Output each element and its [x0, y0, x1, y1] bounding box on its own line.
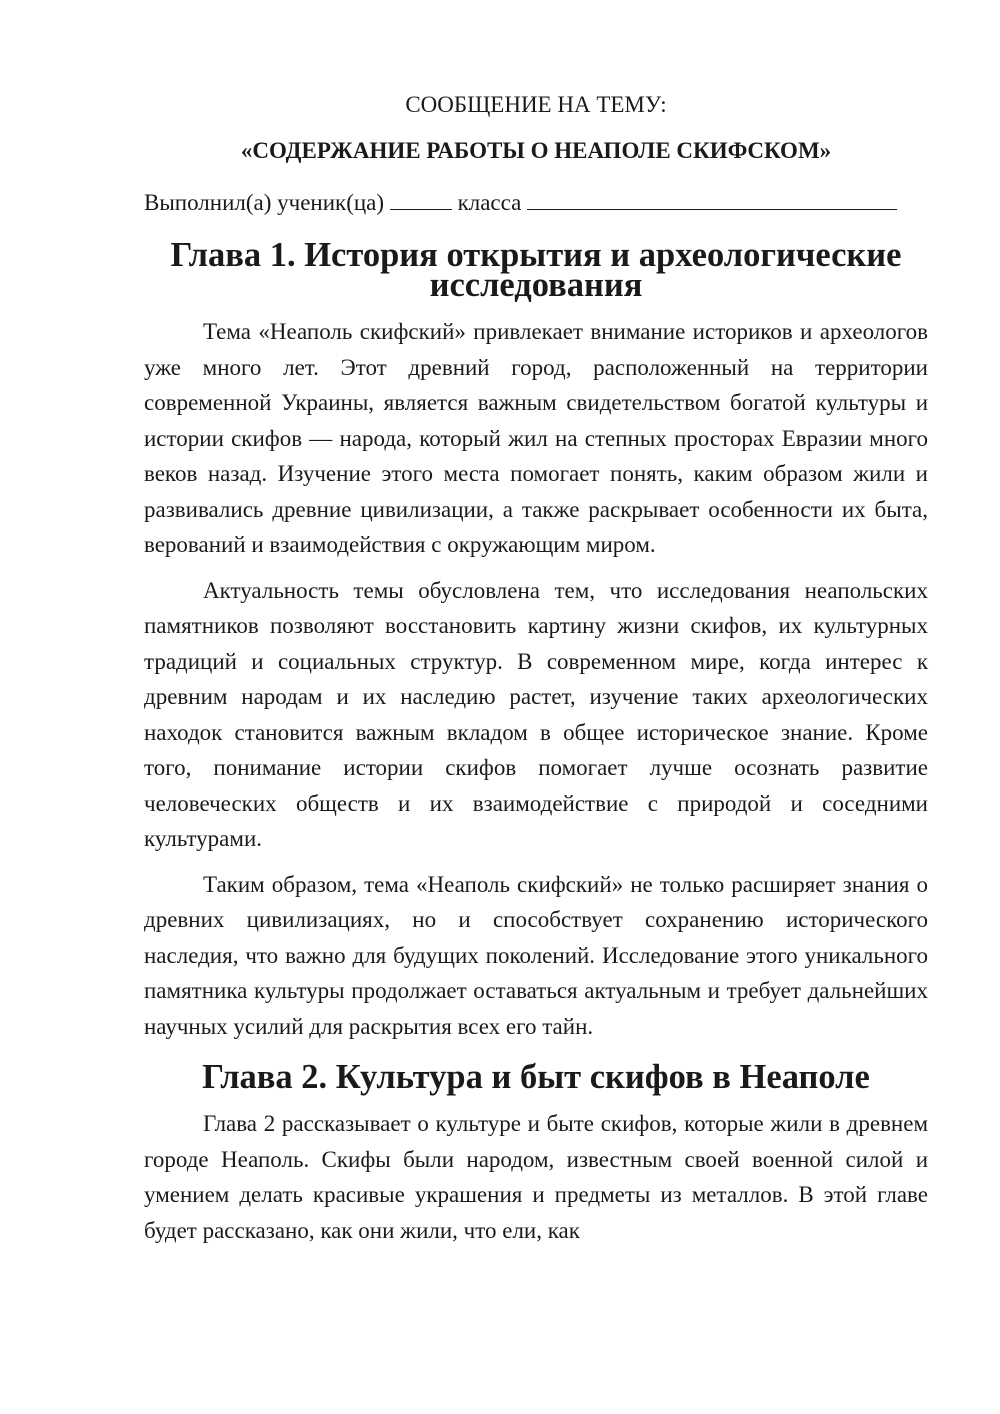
- chapter-1-paragraph-2: Актуальность темы обусловлена тем, что исследования неапольских памятников позволяют восстановить картину жизни скифов, их культурных традиций и социальных структур. В современном мире, когда интерес к древним народам и их наследию растет, изучение таких археологических находок становится важным вкладом в общее историческое знание. Кроме того, понимание истории скифов помогает лучше осознать развитие человеческих обществ и их взаимодействие с природой и соседними культурами.: [144, 577, 928, 851]
- author-line: [144, 188, 928, 218]
- document-title-line-1: СООБЩЕНИЕ НА ТЕМУ:: [405, 92, 667, 117]
- document-title-line-2: «СОДЕРЖАНИЕ РАБОТЫ О НЕАПОЛЕ СКИФСКОМ»: [240, 138, 832, 163]
- author-prefix: Выполнил(а) ученик(ца): [144, 190, 385, 215]
- author-middle: класса: [457, 190, 522, 215]
- page-content: [144, 90, 928, 1248]
- class-number-blank: [390, 189, 452, 210]
- chapter-2-heading: Глава 2. Культура и быт скифов в Неаполе: [202, 1058, 870, 1096]
- chapter-1-paragraph-1: Тема «Неаполь скифский» привлекает внимание историков и археологов уже много лет. Этот древний город, расположенный на территории современной Украины, является важным свидетельством богатой культуры и истории скифов — народа, который жил на степных просторах Евразии много веков назад. Изучение этого места помогает понять, каким образом жили и развивались древние цивилизации, а также раскрывает особенности их быта, верований и взаимодействия с окружающим миром.: [144, 319, 928, 557]
- chapter-1-heading: Глава 1. История открытия и археологические исследования: [170, 236, 902, 304]
- author-name-blank: [527, 189, 897, 210]
- chapter-2-paragraph-1: Глава 2 рассказывает о культуре и быте скифов, которые жили в древнем городе Неаполь. Скифы были народом, известным своей военной силой и умением делать красивые украшения и предметы из металлов. В этой главе будет рассказано, как они жили, что ели, как: [144, 1111, 928, 1243]
- chapter-1-paragraph-3: Таким образом, тема «Неаполь скифский» не только расширяет знания о древних цивилизациях, но и способствует сохранению исторического наследия, что важно для будущих поколений. Исследование этого уникального памятника культуры продолжает оставаться актуальным и требует дальнейших научных усилий для раскрытия всех его тайн.: [144, 871, 928, 1039]
